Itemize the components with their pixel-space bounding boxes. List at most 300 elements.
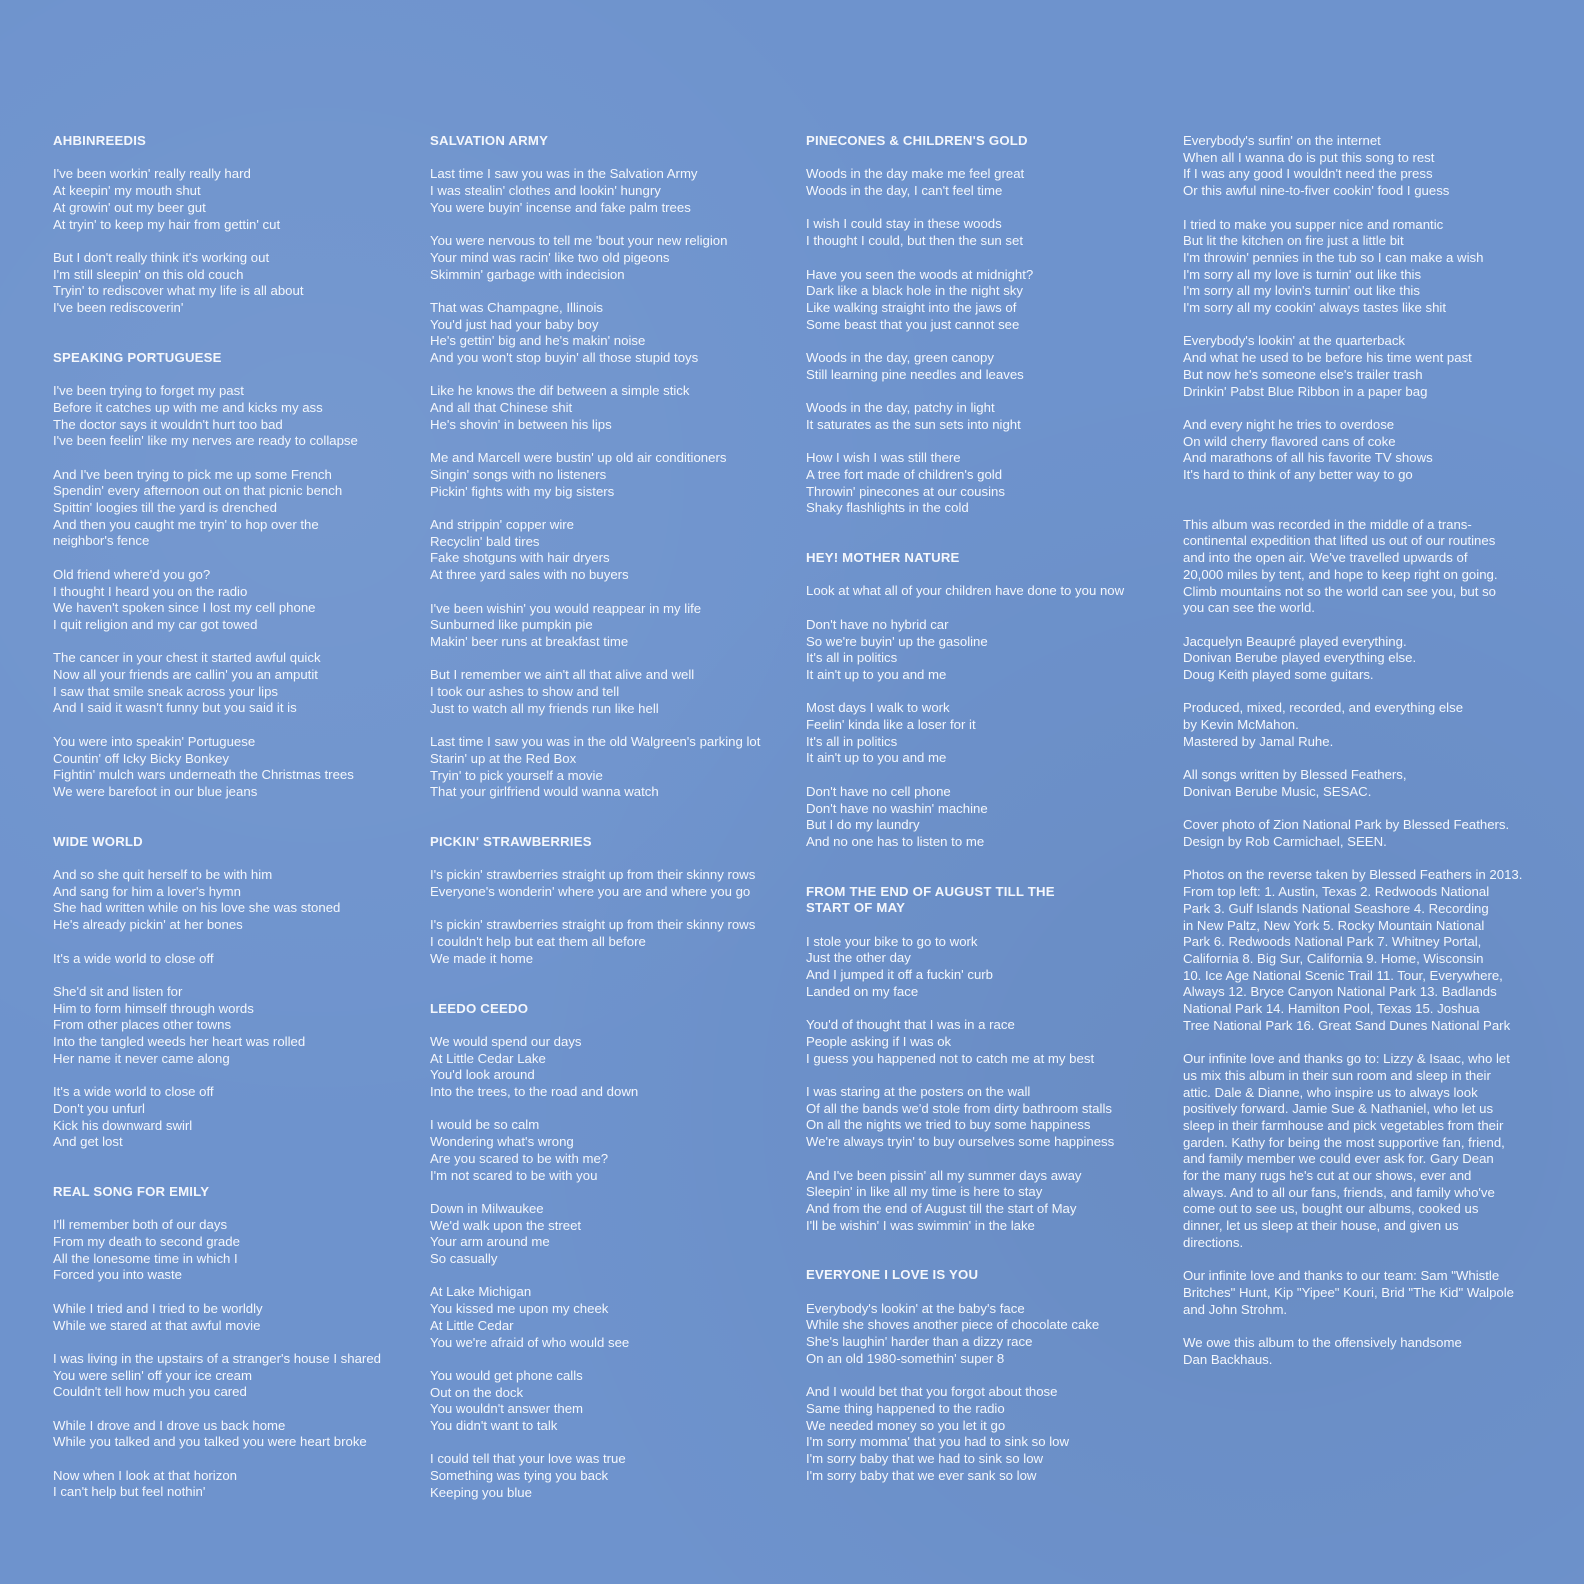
credits-line: by Kevin McMahon. xyxy=(1183,717,1299,733)
lyric-line: Your mind was racin' like two old pigeons xyxy=(430,249,670,265)
lyric-line: Landed on my face xyxy=(806,983,919,999)
lyric-line: Sleepin' in like all my time is here to stay xyxy=(806,1184,1043,1200)
lyric-line: Dark like a black hole in the night sky xyxy=(806,283,1023,299)
stanza xyxy=(1183,417,1533,484)
lyric-line: You would get phone calls xyxy=(430,1367,583,1383)
lyric-line: We're always tryin' to buy ourselves some happiness xyxy=(806,1134,1115,1150)
lyric-line: You wouldn't answer them xyxy=(430,1401,584,1417)
lyric-line: Recyclin' bald tires xyxy=(430,533,540,549)
credits-line: Jacquelyn Beaupré played everything. xyxy=(1183,633,1407,649)
stanza xyxy=(806,1301,1176,1368)
credits-line: Donivan Berube played everything else. xyxy=(1183,650,1417,666)
stanza xyxy=(430,233,800,283)
lyric-line: You didn't want to talk xyxy=(430,1418,558,1434)
credits-paragraph xyxy=(1183,817,1533,850)
lyric-line: It saturates as the sun sets into night xyxy=(806,416,1021,432)
lyric-line: Don't have no hybrid car xyxy=(806,616,949,632)
lyric-line: But I do my laundry xyxy=(806,817,920,833)
stanza xyxy=(806,700,1176,767)
lyric-line: Forced you into waste xyxy=(53,1267,183,1283)
lyric-line: So we're buyin' up the gasoline xyxy=(806,633,988,649)
lyric-line: I was staring at the posters on the wall xyxy=(806,1084,1031,1100)
lyric-line: Shaky flashlights in the cold xyxy=(806,500,969,516)
song-block xyxy=(430,133,800,801)
lyric-line: Spittin' loogies till the yard is drenched xyxy=(53,500,277,515)
stanza xyxy=(806,216,1176,249)
song-block xyxy=(430,834,800,968)
lyric-line: Have you seen the woods at midnight? xyxy=(806,266,1034,282)
lyric-line: I took our ashes to show and tell xyxy=(430,684,620,700)
credits-paragraph xyxy=(1183,1051,1533,1251)
lyric-line: I'm still sleepin' on this old couch xyxy=(53,266,244,282)
lyric-line: And sang for him a lover's hymn xyxy=(53,883,241,899)
song-block xyxy=(806,884,1176,1235)
stanza xyxy=(53,166,423,233)
lyric-line: And I jumped it off a fuckin' curb xyxy=(806,967,994,983)
lyric-line: Old friend where'd you go? xyxy=(53,566,211,582)
song-title: LEEDO CEEDO xyxy=(430,1000,529,1016)
credits-line: Dan Backhaus. xyxy=(1183,1351,1273,1367)
lyric-line: I was stealin' clothes and lookin' hungry xyxy=(430,183,661,199)
credits-line: Mastered by Jamal Ruhe. xyxy=(1183,733,1334,749)
credits-line: and family member we could ever ask for. Gary Dean xyxy=(1183,1151,1494,1167)
lyric-line: Spendin' every afternoon out on that picnic bench xyxy=(53,483,343,499)
lyric-line: I thought I heard you on the radio xyxy=(53,583,248,599)
lyric-line: I's pickin' strawberries straight up from their skinny rows xyxy=(430,867,756,883)
lyric-line: I've been trying to forget my past xyxy=(53,383,244,399)
lyric-line: Couldn't tell how much you cared xyxy=(53,1384,247,1400)
lyric-line: Woods in the day make me feel great xyxy=(806,166,1025,182)
lyric-line: If I was any good I wouldn't need the press xyxy=(1183,166,1433,182)
lyric-line: You were nervous to tell me 'bout your new religion xyxy=(430,233,728,249)
lyric-line: We haven't spoken since I lost my cell phone xyxy=(53,600,316,616)
song-block xyxy=(1183,133,1533,484)
credits-line: Tree National Park 16. Great Sand Dunes National Park xyxy=(1183,1017,1511,1033)
lyric-line: Or this awful nine-to-fiver cookin' food I guess xyxy=(1183,183,1450,199)
lyric-line: And so she quit herself to be with him xyxy=(53,867,273,882)
credits-line: National Park 14. Hamilton Pool, Texas 15. Joshua xyxy=(1183,1001,1480,1017)
lyric-line: Don't have no cell phone xyxy=(806,783,951,799)
lyric-line: At Lake Michigan xyxy=(430,1284,532,1300)
lyric-line: Skimmin' garbage with indecision xyxy=(430,266,625,282)
credits-line: come out to see us, bought our albums, cooked us xyxy=(1183,1201,1479,1217)
lyric-line: Tryin' to rediscover what my life is all about xyxy=(53,283,304,299)
song-title: FROM THE END OF AUGUST TILL THE xyxy=(806,883,1055,899)
lyric-line: Like walking straight into the jaws of xyxy=(806,299,1017,315)
lyric-line: Everybody's lookin' at the baby's face xyxy=(806,1300,1025,1316)
lyric-line: I couldn't help but eat them all before xyxy=(430,934,646,950)
lyric-line: While I drove and I drove us back home xyxy=(53,1417,286,1433)
credits-line: This album was recorded in the middle of a trans- xyxy=(1183,516,1472,532)
credits-line: and into the open air. We've travelled upwards of xyxy=(1183,550,1468,566)
lyric-line: Keeping you blue xyxy=(430,1484,532,1500)
stanza xyxy=(53,1084,423,1151)
lyric-line: I'm not scared to be with you xyxy=(430,1167,598,1183)
lyric-line: I'm sorry all my love is turnin' out like this xyxy=(1183,266,1422,282)
lyric-line: But lit the kitchen on fire just a little bit xyxy=(1183,233,1404,249)
stanza xyxy=(1183,333,1533,400)
song-title: SALVATION ARMY xyxy=(430,133,549,148)
lyric-line: Look at what all of your children have done to you now xyxy=(806,583,1125,599)
stanza xyxy=(806,784,1176,851)
lyric-line: Starin' up at the Red Box xyxy=(430,750,577,766)
lyric-line: I'll remember both of our days xyxy=(53,1217,228,1233)
lyric-line: It's hard to think of any better way to go xyxy=(1183,467,1413,483)
lyric-line: The doctor says it wouldn't hurt too bad xyxy=(53,416,283,432)
stanza xyxy=(806,1168,1176,1235)
lyric-line: While you talked and you talked you were heart broke xyxy=(53,1434,367,1450)
lyric-line: neighbor's fence xyxy=(53,533,150,549)
lyric-line: Some beast that you just cannot see xyxy=(806,316,1020,332)
lyric-line: I guess you happened not to catch me at my best xyxy=(806,1050,1095,1066)
lyric-line: But now he's someone else's trailer trash xyxy=(1183,366,1423,382)
stanza xyxy=(806,166,1176,199)
credits-line: Britches" Hunt, Kip "Yipee" Kouri, Brid "The Kid" Walpole xyxy=(1183,1284,1515,1300)
credits-line: From top left: 1. Austin, Texas 2. Redwoods National xyxy=(1183,884,1490,900)
lyric-line: You'd look around xyxy=(430,1067,535,1083)
song-title: WIDE WORLD xyxy=(53,833,143,849)
lyric-line: Singin' songs with no listeners xyxy=(430,466,607,482)
lyric-line: Woods in the day, green canopy xyxy=(806,350,994,366)
lyric-line: Throwin' pinecones at our cousins xyxy=(806,483,1005,499)
lyric-line: I can't help but feel nothin' xyxy=(53,1484,206,1500)
credits-paragraph xyxy=(1183,767,1533,800)
lyric-line: I would be so calm xyxy=(430,1117,540,1133)
lyric-line: Something was tying you back xyxy=(430,1468,609,1484)
lyric-line: On wild cherry flavored cans of coke xyxy=(1183,433,1396,449)
lyric-line: He's shovin' in between his lips xyxy=(430,416,612,432)
lyric-line: And you won't stop buyin' all those stupid toys xyxy=(430,350,699,366)
lyric-line: I thought I could, but then the sun set xyxy=(806,233,1024,249)
stanza xyxy=(53,250,423,317)
credits-line: Donivan Berube Music, SESAC. xyxy=(1183,783,1372,799)
lyric-line: A tree fort made of children's gold xyxy=(806,466,1003,482)
credits-line: Climb mountains not so the world can see you, but so xyxy=(1183,583,1497,599)
song-title-continued: START OF MAY xyxy=(806,900,906,916)
lyric-line: Everyone's wonderin' where you are and where you go xyxy=(430,884,751,900)
stanza xyxy=(430,1034,800,1101)
credits-line: Our infinite love and thanks to our team: Sam "Whistle xyxy=(1183,1268,1500,1284)
lyric-line: I'll be wishin' I was swimmin' in the lake xyxy=(806,1217,1035,1233)
lyric-line: Feelin' kinda like a loser for it xyxy=(806,717,976,733)
lyric-line: We'd walk upon the street xyxy=(430,1217,582,1233)
lyric-line: Fake shotguns with hair dryers xyxy=(430,550,610,566)
stanza xyxy=(430,1117,800,1184)
stanza xyxy=(53,867,423,934)
stanza xyxy=(430,166,800,216)
credits-line: Produced, mixed, recorded, and everything else xyxy=(1183,700,1464,716)
stanza xyxy=(430,1451,800,1501)
stanza xyxy=(430,450,800,500)
lyric-line: It's a wide world to close off xyxy=(53,950,214,966)
lyric-line: It's a wide world to close off xyxy=(53,1084,214,1100)
lyric-line: And I've been pissin' all my summer days away xyxy=(806,1167,1082,1183)
column-3 xyxy=(806,133,1176,1484)
credits-paragraph xyxy=(1183,1335,1533,1368)
lyric-line: And I would bet that you forgot about those xyxy=(806,1384,1058,1400)
lyric-line: Pickin' fights with my big sisters xyxy=(430,483,615,499)
credits-line: and John Strohm. xyxy=(1183,1301,1288,1317)
lyric-line: On an old 1980-somethin' super 8 xyxy=(806,1350,1005,1366)
lyric-line: She had written while on his love she was stoned xyxy=(53,900,341,916)
credits-line: positively forward. Jamie Sue & Nathaniel, who let us xyxy=(1183,1101,1494,1117)
stanza xyxy=(430,383,800,433)
credits-line: Photos on the reverse taken by Blessed Feathers in 2013. xyxy=(1183,867,1523,883)
credits-line: Park 3. Gulf Islands National Seashore 4. Recording xyxy=(1183,900,1489,916)
song-block xyxy=(430,1001,800,1502)
lyric-line: On all the nights we tried to buy some happiness xyxy=(806,1117,1091,1133)
lyric-line: You were sellin' off your ice cream xyxy=(53,1367,252,1383)
credits-line: you can see the world. xyxy=(1183,600,1315,616)
stanza xyxy=(430,517,800,584)
credits-line: Always 12. Bryce Canyon National Park 13. Badlands xyxy=(1183,984,1497,1000)
lyric-line: And from the end of August till the start of May xyxy=(806,1200,1077,1216)
lyric-line: Tryin' to pick yourself a movie xyxy=(430,767,603,783)
song-title: PICKIN' STRAWBERRIES xyxy=(430,833,592,849)
stanza xyxy=(806,400,1176,433)
credits-paragraph xyxy=(1183,700,1533,750)
lyric-line: Her name it never came along xyxy=(53,1050,230,1066)
lyric-line: How I wish I was still there xyxy=(806,450,961,466)
credits-line: 10. Ice Age National Scenic Trail 11. Tour, Everywhere, xyxy=(1183,967,1503,983)
stanza xyxy=(430,917,800,967)
lyric-line: Countin' off Icky Bicky Bonkey xyxy=(53,750,229,766)
song-block xyxy=(53,350,423,801)
credits-line: Our infinite love and thanks go to: Lizzy & Isaac, who let xyxy=(1183,1051,1510,1067)
lyric-line: At Little Cedar xyxy=(430,1317,514,1333)
stanza xyxy=(806,1384,1176,1484)
credits-line: All songs written by Blessed Feathers, xyxy=(1183,767,1407,783)
lyric-line: At keepin' my mouth shut xyxy=(53,183,201,199)
stanza xyxy=(53,1418,423,1451)
lyric-line: Out on the dock xyxy=(430,1384,524,1400)
lyric-line: I tried to make you supper nice and romantic xyxy=(1183,216,1444,232)
lyric-line: Just to watch all my friends run like hell xyxy=(430,700,659,716)
stanza xyxy=(806,450,1176,517)
lyric-line: You'd of thought that I was in a race xyxy=(806,1017,1015,1033)
song-block xyxy=(806,1267,1176,1484)
lyric-line: And get lost xyxy=(53,1134,123,1150)
lyric-line: Wondering what's wrong xyxy=(430,1134,574,1150)
lyric-line: Drinkin' Pabst Blue Ribbon in a paper bag xyxy=(1183,383,1428,399)
stanza xyxy=(53,734,423,801)
song-block xyxy=(53,834,423,1151)
credits-line: Park 6. Redwoods National Park 7. Whitney Portal, xyxy=(1183,934,1482,950)
credits-line: attic. Dale & Dianne, who inspire us to always look xyxy=(1183,1084,1478,1100)
lyric-line: And strippin' copper wire xyxy=(430,517,574,533)
lyric-line: I could tell that your love was true xyxy=(430,1451,626,1467)
lyric-line: At three yard sales with no buyers xyxy=(430,567,629,583)
lyric-line: People asking if I was ok xyxy=(806,1033,952,1049)
credits-line: always. And to all our fans, friends, and family who've xyxy=(1183,1184,1495,1200)
lyric-line: We would spend our days xyxy=(430,1033,582,1049)
lyric-line: Like he knows the dif between a simple stick xyxy=(430,383,690,399)
lyric-line: While we stared at that awful movie xyxy=(53,1317,261,1333)
credits-line: garden. Kathy for being the most supportive fan, friend, xyxy=(1183,1134,1505,1150)
credits-line: sleep in their farmhouse and pick vegetables from their xyxy=(1183,1117,1504,1133)
lyric-line: You were buyin' incense and fake palm trees xyxy=(430,199,691,215)
stanza xyxy=(430,601,800,651)
credits-paragraph xyxy=(1183,1268,1533,1318)
lyric-line: That was Champagne, Illinois xyxy=(430,299,603,315)
lyric-line: At growin' out my beer gut xyxy=(53,199,206,215)
lyric-line: Are you scared to be with me? xyxy=(430,1150,609,1166)
credits-line: 20,000 miles by tent, and hope to keep right on going. xyxy=(1183,566,1498,582)
lyric-line: I was living in the upstairs of a stranger's house I shared xyxy=(53,1350,381,1366)
lyric-line: She'd sit and listen for xyxy=(53,983,183,999)
stanza xyxy=(430,300,800,367)
lyric-line: I's pickin' strawberries straight up from their skinny rows xyxy=(430,917,756,933)
song-title: REAL SONG FOR EMILY xyxy=(53,1183,210,1199)
credits-line: in New Paltz, New York 5. Rocky Mountain National xyxy=(1183,917,1485,933)
song-block xyxy=(806,133,1176,517)
lyric-line: Don't have no washin' machine xyxy=(806,800,988,816)
lyric-line: All the lonesome time in which I xyxy=(53,1250,238,1266)
stanza xyxy=(806,1017,1176,1067)
lyric-line: And marathons of all his favorite TV shows xyxy=(1183,450,1433,466)
lyric-line: I've been workin' really really hard xyxy=(53,166,251,182)
lyric-line: Your arm around me xyxy=(430,1234,550,1250)
lyric-line: Down in Milwaukee xyxy=(430,1200,544,1216)
lyric-line: When all I wanna do is put this song to rest xyxy=(1183,149,1435,165)
lyric-line: Everybody's lookin' at the quarterback xyxy=(1183,333,1406,349)
stanza xyxy=(53,1468,423,1501)
lyric-line: Makin' beer runs at breakfast time xyxy=(430,633,629,649)
lyric-line: We needed money so you let it go xyxy=(806,1417,1006,1433)
lyric-line: He's already pickin' at her bones xyxy=(53,917,243,933)
lyric-line: Before it catches up with me and kicks my ass xyxy=(53,399,323,415)
lyric-line: We were barefoot in our blue jeans xyxy=(53,783,258,799)
stanza xyxy=(806,267,1176,334)
stanza xyxy=(53,567,423,634)
lyric-line: You'd just had your baby boy xyxy=(430,316,599,332)
stanza xyxy=(53,1351,423,1401)
lyric-line: Woods in the day, I can't feel time xyxy=(806,183,1003,199)
stanza xyxy=(806,1084,1176,1151)
song-block xyxy=(53,133,423,317)
lyric-line: I'm sorry all my cookin' always tastes like shit xyxy=(1183,300,1446,316)
lyric-line: I wish I could stay in these woods xyxy=(806,216,1002,232)
album-credits xyxy=(1183,517,1533,1369)
credits-line: Doug Keith played some guitars. xyxy=(1183,667,1374,683)
column-1 xyxy=(53,133,423,1501)
stanza xyxy=(1183,217,1533,317)
column-2 xyxy=(430,133,800,1502)
credits-line: Cover photo of Zion National Park by Blessed Feathers. xyxy=(1183,817,1510,833)
lyric-line: And I said it wasn't funny but you said it is xyxy=(53,700,297,716)
lyric-line: You were into speakin' Portuguese xyxy=(53,733,256,749)
stanza xyxy=(806,934,1176,1001)
column-4 xyxy=(1183,133,1533,1368)
lyric-line: Now when I look at that horizon xyxy=(53,1467,237,1483)
lyric-line: It's all in politics xyxy=(806,733,898,749)
stanza xyxy=(430,734,800,801)
stanza xyxy=(53,467,423,551)
stanza xyxy=(53,984,423,1068)
lyric-line: Sunburned like pumpkin pie xyxy=(430,617,593,633)
song-block xyxy=(806,550,1176,851)
lyric-line: I've been wishin' you would reappear in my life xyxy=(430,600,702,616)
lyric-line: But I remember we ain't all that alive and well xyxy=(430,667,695,683)
credits-paragraph xyxy=(1183,634,1533,684)
lyric-line: From my death to second grade xyxy=(53,1234,240,1249)
stanza xyxy=(53,1217,423,1284)
lyric-line: Me and Marcell were bustin' up old air conditioners xyxy=(430,450,727,466)
stanza xyxy=(806,583,1176,600)
credits-line: dinner, let us sleep at their house, and given us xyxy=(1183,1218,1459,1234)
lyric-line: Everybody's surfin' on the internet xyxy=(1183,133,1381,148)
lyric-line: You we're afraid of who would see xyxy=(430,1334,630,1350)
lyric-line: I saw that smile sneak across your lips xyxy=(53,683,279,699)
lyric-line: And I've been trying to pick me up some French xyxy=(53,466,332,482)
credits-line: We owe this album to the offensively handsome xyxy=(1183,1335,1462,1351)
lyric-line: I've been rediscoverin' xyxy=(53,300,184,315)
song-block xyxy=(53,1184,423,1501)
song-title: SPEAKING PORTUGUESE xyxy=(53,349,222,365)
song-title: HEY! MOTHER NATURE xyxy=(806,550,960,566)
stanza xyxy=(430,1284,800,1351)
stanza xyxy=(53,383,423,450)
lyric-line: Last time I saw you was in the old Walgreen's parking lot xyxy=(430,734,761,750)
lyric-line: The cancer in your chest it started awful quick xyxy=(53,650,321,666)
lyric-line: I'm sorry momma' that you had to sink so low xyxy=(806,1434,1070,1450)
lyric-line: It ain't up to you and me xyxy=(806,750,947,766)
lyric-line: I stole your bike to go to work xyxy=(806,933,978,949)
stanza xyxy=(53,650,423,717)
lyric-line: I quit religion and my car got towed xyxy=(53,616,258,632)
credits-paragraph xyxy=(1183,517,1533,617)
lyric-line: Into the tangled weeds her heart was rolled xyxy=(53,1034,306,1049)
credits-line: for the many rugs he's cut at our shows, ever and xyxy=(1183,1168,1472,1184)
lyric-line: Of all the bands we'd stole from dirty bathroom stalls xyxy=(806,1100,1112,1116)
credits-line: Design by Rob Carmichael, SEEN. xyxy=(1183,834,1387,850)
lyric-line: Don't you unfurl xyxy=(53,1100,145,1116)
lyric-line: You kissed me upon my cheek xyxy=(430,1301,609,1317)
lyric-line: Just the other day xyxy=(806,950,911,966)
stanza xyxy=(53,951,423,968)
song-title: AHBINREEDIS xyxy=(53,133,147,148)
lyric-line: So casually xyxy=(430,1251,498,1267)
stanza xyxy=(1183,133,1533,200)
credits-line: us mix this album in their sun room and sleep in their xyxy=(1183,1067,1491,1083)
lyric-line: At tryin' to keep my hair from gettin' cut xyxy=(53,216,281,232)
lyric-line: We made it home xyxy=(430,950,534,966)
lyric-line: From other places other towns xyxy=(53,1017,232,1033)
lyric-line: I've been feelin' like my nerves are ready to collapse xyxy=(53,433,358,449)
stanza xyxy=(430,1201,800,1268)
credits-line: California 8. Big Sur, California 9. Home, Wisconsin xyxy=(1183,950,1484,966)
lyric-line: And every night he tries to overdose xyxy=(1183,416,1395,432)
lyric-line: Last time I saw you was in the Salvation Army xyxy=(430,166,698,182)
credits-line: directions. xyxy=(1183,1234,1244,1250)
lyric-line: It's all in politics xyxy=(806,650,898,666)
lyric-line: He's gettin' big and he's makin' noise xyxy=(430,333,646,349)
lyric-line: Now all your friends are callin' you an amputit xyxy=(53,667,318,682)
credits-line: continental expedition that lifted us out of our routines xyxy=(1183,533,1496,549)
stanza xyxy=(806,617,1176,684)
stanza xyxy=(806,350,1176,383)
lyric-line: And no one has to listen to me xyxy=(806,833,985,849)
lyric-line: Him to form himself through words xyxy=(53,1000,254,1016)
lyric-line: But I don't really think it's working out xyxy=(53,249,270,265)
lyric-line: Most days I walk to work xyxy=(806,700,950,716)
lyric-line: Same thing happened to the radio xyxy=(806,1400,1005,1416)
lyric-line: She's laughin' harder than a dizzy race xyxy=(806,1334,1033,1350)
lyric-line: It ain't up to you and me xyxy=(806,666,947,682)
lyric-line: And what he used to be before his time went past xyxy=(1183,350,1472,366)
lyric-line: I'm throwin' pennies in the tub so I can make a wish xyxy=(1183,249,1484,265)
lyric-line: That your girlfriend would wanna watch xyxy=(430,784,659,800)
